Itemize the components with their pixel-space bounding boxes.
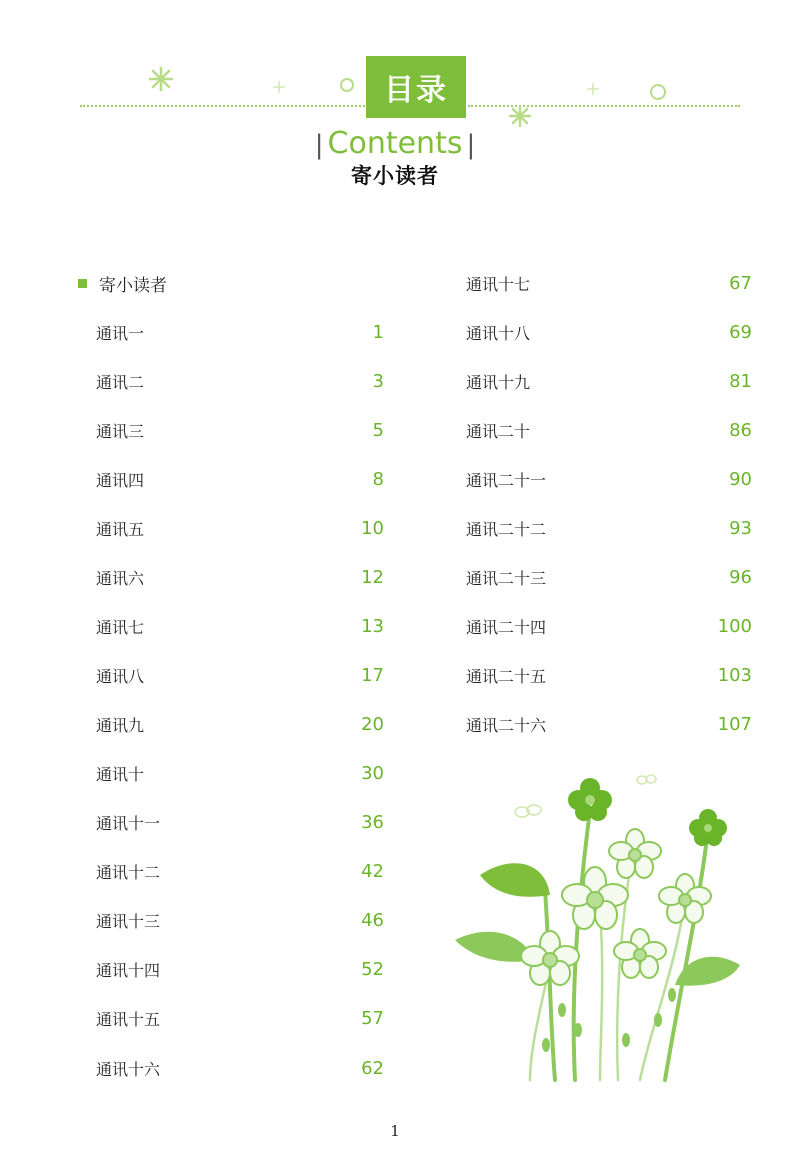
toc-entry-label: 通讯十七 [466,274,531,294]
toc-entry-label: 通讯十九 [466,372,531,392]
snowflake-icon [272,80,286,94]
toc-entry[interactable] [96,562,384,592]
toc-entry[interactable] [466,611,752,641]
toc-entry[interactable] [466,415,752,445]
page-number: 1 [390,1122,400,1140]
toc-entry-label: 通讯六 [96,568,145,588]
toc-entry-page: 20 [361,713,384,735]
toc-entry-page: 8 [372,468,384,490]
toc-entry-page: 69 [729,321,752,343]
snowflake-icon [586,82,600,96]
toc-entry-page: 96 [729,566,752,588]
toc-entry-label: 通讯二十五 [466,666,547,686]
toc-entry[interactable] [466,660,752,690]
toc-entry[interactable] [466,562,752,592]
toc-entry-label: 通讯十六 [96,1059,161,1079]
section-heading [78,270,167,296]
toc-entry-label: 通讯八 [96,666,145,686]
toc-entry[interactable] [466,513,752,543]
toc-entry-label: 通讯二十六 [466,715,547,735]
toc-entry[interactable] [96,464,384,494]
toc-entry-label: 通讯二十二 [466,519,547,539]
toc-entry[interactable] [96,513,384,543]
toc-entry-page: 17 [361,664,384,686]
toc-entry[interactable] [96,415,384,445]
divider-left: | [314,130,324,160]
toc-entry-label: 通讯二 [96,372,145,392]
toc-entry[interactable] [96,954,384,984]
circle-ornament-icon [648,82,668,102]
toc-entry-page: 107 [717,713,752,735]
section-heading-label: 寄小读者 [99,275,167,296]
toc-entry[interactable] [96,317,384,347]
toc-entry-page: 13 [361,615,384,637]
toc-entry[interactable] [96,660,384,690]
toc-entry-page: 103 [717,664,752,686]
toc-entry[interactable] [96,807,384,837]
toc-entry-page: 12 [361,566,384,588]
toc-entry[interactable] [96,1053,384,1083]
toc-entry-label: 通讯三 [96,421,145,441]
toc-entry-page: 36 [361,811,384,833]
toc-entry-page: 81 [729,370,752,392]
toc-entry[interactable] [96,366,384,396]
toc-entry-page: 90 [729,468,752,490]
square-bullet-icon [78,279,87,288]
toc-entry-page: 57 [361,1007,384,1029]
toc-entry-label: 通讯四 [96,470,145,490]
toc-entry[interactable] [96,905,384,935]
toc-entry-label: 通讯九 [96,715,145,735]
toc-entry-label: 通讯二十四 [466,617,547,637]
toc-entry[interactable] [466,366,752,396]
toc-entry-page: 52 [361,958,384,980]
toc-entry[interactable] [96,758,384,788]
toc-entry-page: 3 [372,370,384,392]
toc-entry-page: 1 [372,321,384,343]
toc-entry-label: 通讯二十一 [466,470,547,490]
toc-entry[interactable] [96,856,384,886]
toc-entry-label: 通讯七 [96,617,145,637]
toc-entry-page: 67 [729,272,752,294]
toc-entry-label: 通讯一 [96,323,145,343]
toc-entry[interactable] [466,268,752,298]
toc-entry-page: 5 [372,419,384,441]
book-subtitle: 寄小读者 [351,163,439,188]
toc-entry-page: 46 [361,909,384,931]
circle-ornament-icon [338,76,356,94]
contents-word: Contents [327,126,463,161]
toc-entry-page: 10 [361,517,384,539]
toc-entry-label: 通讯十八 [466,323,531,343]
toc-entry-label: 通讯十 [96,764,145,784]
toc-entry-label: 通讯十五 [96,1009,161,1029]
toc-entry-label: 通讯十四 [96,960,161,980]
toc-entry-label: 通讯十一 [96,813,161,833]
toc-entry-label: 通讯二十三 [466,568,547,588]
toc-entry-label: 通讯十三 [96,911,161,931]
toc-entry-page: 86 [729,419,752,441]
divider-right: | [466,130,476,160]
toc-entry-label: 通讯十二 [96,862,161,882]
toc-entry-page: 93 [729,517,752,539]
flower-illustration-icon [450,760,750,1090]
header-dotted-rule-left [80,105,365,107]
toc-entry-label: 通讯二十 [466,421,531,441]
snowflake-icon [148,66,174,92]
toc-entry[interactable] [96,709,384,739]
toc-entry[interactable] [466,709,752,739]
toc-entry-page: 100 [717,615,752,637]
toc-entry-page: 42 [361,860,384,882]
toc-entry-label: 通讯五 [96,519,145,539]
toc-entry-page: 62 [361,1057,384,1079]
toc-entry-page: 30 [361,762,384,784]
toc-title-box: 目录 [366,56,466,118]
toc-entry[interactable] [466,464,752,494]
toc-entry[interactable] [466,317,752,347]
toc-entry[interactable] [96,1003,384,1033]
toc-entry[interactable] [96,611,384,641]
